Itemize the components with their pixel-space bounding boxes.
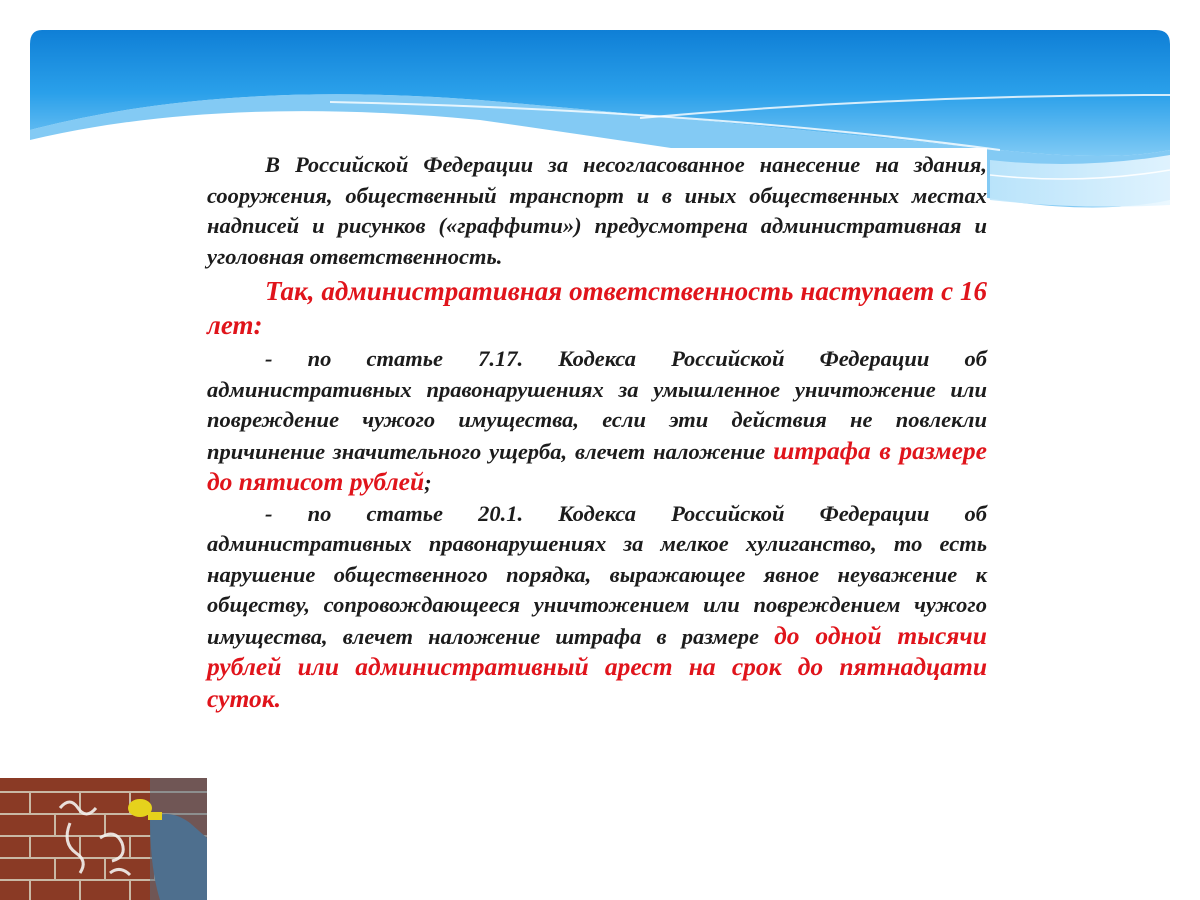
article-717-end: ; [424,470,432,495]
article-717-text: - по статье 7.17. Кодекса Российской Федерации об административных правонарушениях за умышленное уничтожение или повреждение чужого имущества, если эти действия не повлекли причинение значительного ущерба, влечет наложение [207,346,987,464]
intro-paragraph: В Российской Федерации за несогласованное нанесение на здания, сооружения, общественный транспорт и в иных общественных местах надписей и рисунков («граффити») предусмотрена административная и уголовная ответственность. [207,152,987,269]
article-717-paragraph [207,344,987,499]
graffiti-photo [0,778,207,900]
article-201-paragraph [207,499,987,716]
article-201-penalty: до одной тысячи рублей или административный арест на срок до пятнадцати суток. [207,620,987,713]
article-201-text: - по статье 20.1. Кодекса Российской Федерации об административных правонарушениях за мелкое хулиганство, то есть нарушение общественного порядка, выражающее явное неуважение к обществу, сопровождающееся уничтожением или повреждением чужого имущества, влечет наложение штрафа в размере [207,500,987,649]
admin-age-paragraph: Так, административная ответственность наступает с 16 лет: [207,276,987,340]
main-text-block [207,148,987,715]
article-717-penalty: штрафа в размере до пятисот рублей [207,435,987,496]
